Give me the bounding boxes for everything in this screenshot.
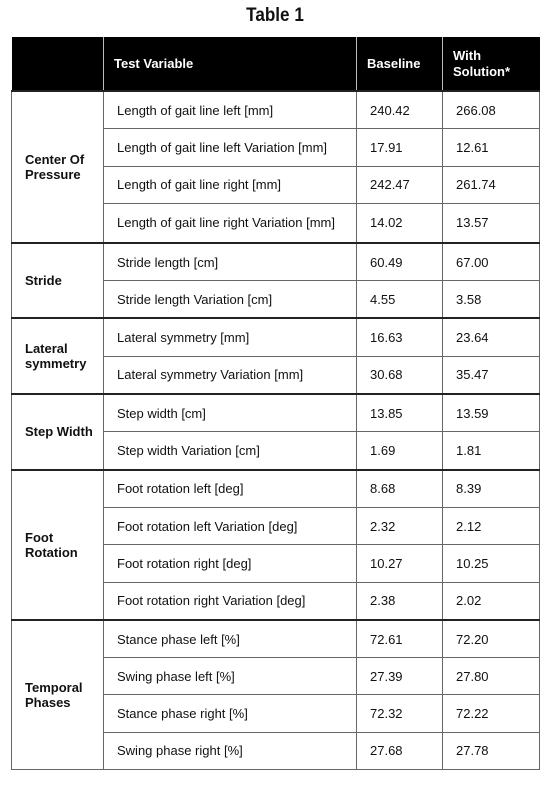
category-cell: Step Width <box>12 394 104 470</box>
header-category <box>12 37 104 91</box>
solution-cell: 13.59 <box>443 394 540 432</box>
baseline-cell: 4.55 <box>357 281 443 319</box>
category-cell: Foot Rotation <box>12 470 104 620</box>
baseline-cell: 72.32 <box>357 695 443 732</box>
solution-cell: 13.57 <box>443 203 540 243</box>
category-cell: Lateral symmetry <box>12 318 104 394</box>
category-cell: Stride <box>12 243 104 319</box>
solution-cell: 23.64 <box>443 318 540 356</box>
table-row <box>12 318 540 356</box>
table-body <box>12 91 540 770</box>
variable-cell: Foot rotation right [deg] <box>104 545 357 582</box>
solution-cell: 8.39 <box>443 470 540 508</box>
baseline-cell: 2.38 <box>357 582 443 620</box>
solution-cell: 67.00 <box>443 243 540 281</box>
variable-cell: Stride length Variation [cm] <box>104 281 357 319</box>
solution-cell: 27.80 <box>443 658 540 695</box>
variable-cell: Length of gait line right Variation [mm] <box>104 203 357 243</box>
table-row <box>12 243 540 281</box>
solution-cell: 266.08 <box>443 91 540 129</box>
baseline-cell: 240.42 <box>357 91 443 129</box>
variable-cell: Swing phase right [%] <box>104 732 357 769</box>
baseline-cell: 30.68 <box>357 356 443 394</box>
solution-cell: 10.25 <box>443 545 540 582</box>
solution-cell: 3.58 <box>443 281 540 319</box>
solution-cell: 2.02 <box>443 582 540 620</box>
baseline-cell: 27.39 <box>357 658 443 695</box>
baseline-cell: 14.02 <box>357 203 443 243</box>
solution-cell: 2.12 <box>443 507 540 544</box>
baseline-cell: 17.91 <box>357 129 443 166</box>
header-row <box>12 37 540 91</box>
baseline-cell: 1.69 <box>357 432 443 470</box>
variable-cell: Length of gait line left Variation [mm] <box>104 129 357 166</box>
header-test-variable: Test Variable <box>104 37 357 91</box>
header-baseline: Baseline <box>357 37 443 91</box>
variable-cell: Lateral symmetry Variation [mm] <box>104 356 357 394</box>
category-cell: Center Of Pressure <box>12 91 104 243</box>
variable-cell: Step width Variation [cm] <box>104 432 357 470</box>
variable-cell: Stance phase right [%] <box>104 695 357 732</box>
baseline-cell: 16.63 <box>357 318 443 356</box>
results-table <box>11 37 540 770</box>
solution-cell: 27.78 <box>443 732 540 769</box>
table-row <box>12 91 540 129</box>
variable-cell: Swing phase left [%] <box>104 658 357 695</box>
variable-cell: Foot rotation right Variation [deg] <box>104 582 357 620</box>
variable-cell: Foot rotation left Variation [deg] <box>104 507 357 544</box>
category-cell: Temporal Phases <box>12 620 104 770</box>
variable-cell: Foot rotation left [deg] <box>104 470 357 508</box>
solution-cell: 261.74 <box>443 166 540 203</box>
variable-cell: Stance phase left [%] <box>104 620 357 658</box>
baseline-cell: 10.27 <box>357 545 443 582</box>
baseline-cell: 13.85 <box>357 394 443 432</box>
solution-cell: 1.81 <box>443 432 540 470</box>
variable-cell: Step width [cm] <box>104 394 357 432</box>
solution-cell: 72.20 <box>443 620 540 658</box>
variable-cell: Length of gait line right [mm] <box>104 166 357 203</box>
baseline-cell: 242.47 <box>357 166 443 203</box>
baseline-cell: 72.61 <box>357 620 443 658</box>
variable-cell: Stride length [cm] <box>104 243 357 281</box>
table-title: Table 1 <box>246 5 304 26</box>
solution-cell: 35.47 <box>443 356 540 394</box>
baseline-cell: 2.32 <box>357 507 443 544</box>
solution-cell: 72.22 <box>443 695 540 732</box>
table-row <box>12 620 540 658</box>
baseline-cell: 27.68 <box>357 732 443 769</box>
table-row <box>12 470 540 508</box>
table-row <box>12 394 540 432</box>
baseline-cell: 8.68 <box>357 470 443 508</box>
variable-cell: Lateral symmetry [mm] <box>104 318 357 356</box>
solution-cell: 12.61 <box>443 129 540 166</box>
variable-cell: Length of gait line left [mm] <box>104 91 357 129</box>
header-with-solution: With Solution* <box>443 37 540 91</box>
baseline-cell: 60.49 <box>357 243 443 281</box>
